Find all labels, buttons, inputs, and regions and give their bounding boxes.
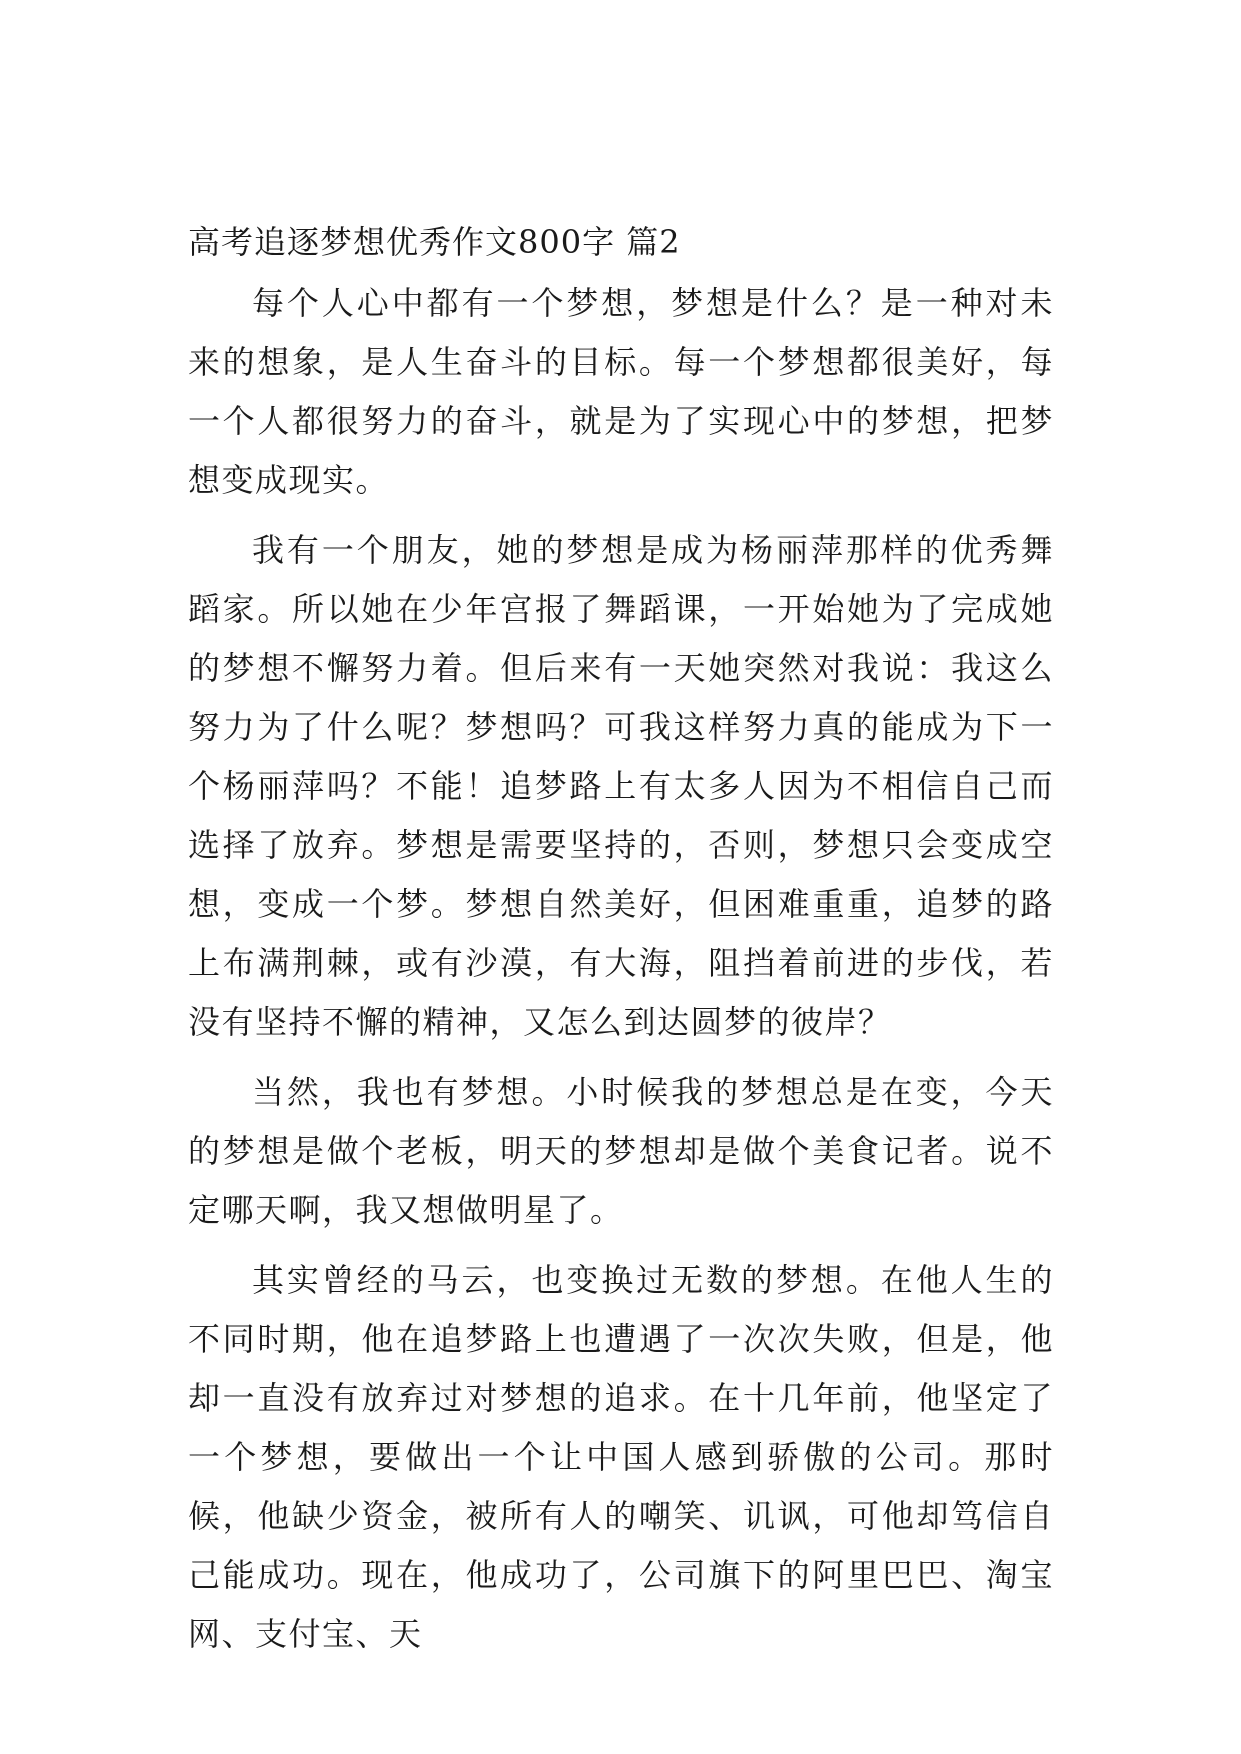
paragraph-3: 当然，我也有梦想。小时候我的梦想总是在变，今天的梦想是做个老板，明天的梦想却是做个美食记者。说不定哪天啊，我又想做明星了。 <box>188 1073 1054 1229</box>
paragraph-1: 每个人心中都有一个梦想，梦想是什么？是一种对未来的想象，是人生奋斗的目标。每一个梦想都很美好，每一个人都很努力的奋斗，就是为了实现心中的梦想，把梦想变成现实。 <box>188 284 1054 499</box>
paragraph-2: 我有一个朋友，她的梦想是成为杨丽萍那样的优秀舞蹈家。所以她在少年宫报了舞蹈课，一开始她为了完成她的梦想不懈努力着。但后来有一天她突然对我说：我这么努力为了什么呢？梦想吗？可我这样努力真的能成为下一个杨丽萍吗？不能！追梦路上有太多人因为不相信自己而选择了放弃。梦想是需要坚持的，否则，梦想只会变成空想，变成一个梦。梦想自然美好，但困难重重，追梦的路上布满荆棘，或有沙漠，有大海，阻挡着前进的步伐，若没有坚持不懈的精神，又怎么到达圆梦的彼岸？ <box>188 531 1054 1041</box>
document-title: 高考追逐梦想优秀作文800字 篇2 <box>188 223 681 261</box>
paragraph-4: 其实曾经的马云，也变换过无数的梦想。在他人生的不同时期，他在追梦路上也遭遇了一次次失败，但是，他却一直没有放弃过对梦想的追求。在十几年前，他坚定了一个梦想，要做出一个让中国人感到骄傲的公司。那时候，他缺少资金，被所有人的嘲笑、讥讽，可他却笃信自己能成功。现在，他成功了，公司旗下的阿里巴巴、淘宝网、支付宝、天 <box>188 1261 1054 1653</box>
document-body <box>188 222 1054 1664</box>
